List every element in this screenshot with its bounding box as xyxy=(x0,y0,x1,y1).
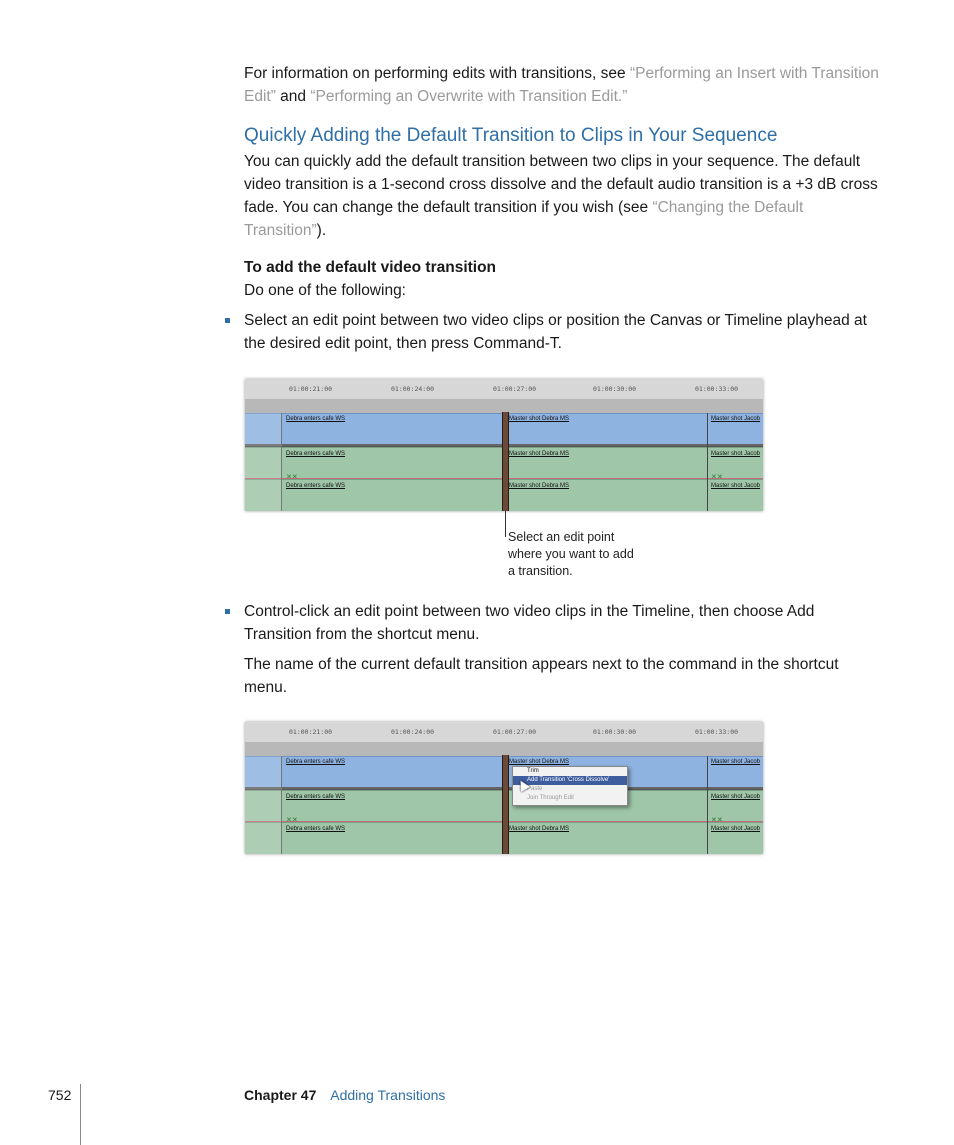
clip-label[interactable]: Master shot Debra MS xyxy=(509,826,570,832)
clip-label[interactable]: Debra enters cafe WS xyxy=(286,416,346,422)
link-changing-default-transition[interactable]: “Changing the Default Transition” xyxy=(244,199,804,239)
callout-line-1: Select an edit point xyxy=(508,530,615,544)
selected-edit-point[interactable] xyxy=(502,412,509,511)
keyframe-icon: ✕✕ xyxy=(286,817,298,824)
track-header xyxy=(245,413,282,511)
clip-label[interactable]: Debra enters cafe WS xyxy=(286,794,346,800)
keyframe-icon: ✕✕ xyxy=(711,474,723,481)
bullet-2-text: Control-click an edit point between two video clips in the Timeline, then choose Add Transition from the shortcut menu. xyxy=(244,603,815,643)
clip-label[interactable]: Master shot Jacob xyxy=(711,416,761,422)
timecode-4: 01:00:30:00 xyxy=(593,728,637,736)
timecode-3: 01:00:27:00 xyxy=(493,385,537,393)
timeline-ruler xyxy=(245,722,763,743)
section-paragraph xyxy=(244,150,884,242)
timecode-2: 01:00:24:00 xyxy=(391,728,435,736)
chapter-title: Adding Transitions xyxy=(330,1087,446,1103)
clip-label[interactable]: Master shot Jacob xyxy=(711,759,761,765)
keyframe-icon: ✕✕ xyxy=(286,474,298,481)
timecode-2: 01:00:24:00 xyxy=(391,385,435,393)
timecode-1: 01:00:21:00 xyxy=(289,385,333,393)
section-paragraph-text: You can quickly add the default transition between two clips in your sequence. The default video transition is a 1-second cross dissolve and the default audio transition is a +3 dB cross fade. You can change the default transition if you wish (see xyxy=(244,153,878,216)
footer-divider xyxy=(80,1084,81,1145)
footer-chapter xyxy=(244,1087,445,1103)
link-insert-with-transition[interactable]: “Performing an Insert with Transition Edit” xyxy=(244,65,879,105)
selected-edit-point[interactable] xyxy=(502,755,509,854)
timecode-3: 01:00:27:00 xyxy=(493,728,537,736)
clip-label[interactable]: Master shot Jacob xyxy=(711,826,761,832)
menu-item-paste[interactable]: Paste xyxy=(527,786,543,792)
menu-item-trim[interactable]: Trim xyxy=(527,768,539,774)
timeline-gray-band xyxy=(245,399,763,413)
track-header xyxy=(245,756,282,854)
timeline-ruler xyxy=(245,379,763,400)
timeline-figure-1 xyxy=(245,379,763,511)
callout-line-3: a transition. xyxy=(508,564,573,578)
timecode-5: 01:00:33:00 xyxy=(695,728,739,736)
timecode-4: 01:00:30:00 xyxy=(593,385,637,393)
menu-item-add-transition[interactable]: Add Transition 'Cross Dissolve' xyxy=(513,776,627,785)
bullet-marker xyxy=(225,609,230,614)
clip-label[interactable]: Master shot Debra MS xyxy=(509,451,570,457)
note-text: The name of the current default transition appears next to the command in the shortcut menu. xyxy=(244,656,839,696)
timeline-figure-2 xyxy=(245,722,763,854)
callout-line xyxy=(505,511,506,537)
clip-label[interactable]: Master shot Debra MS xyxy=(509,416,570,422)
intro-and: and xyxy=(275,88,311,105)
timecode-5: 01:00:33:00 xyxy=(695,385,739,393)
keyframe-icon: ✕✕ xyxy=(711,817,723,824)
chapter-label: Chapter 47 xyxy=(244,1087,317,1103)
menu-item-join-through-edit[interactable]: Join Through Edit xyxy=(527,795,574,801)
timecode-1: 01:00:21:00 xyxy=(289,728,333,736)
callout-line-2: where you want to add xyxy=(508,547,634,561)
intro-text: For information on performing edits with transitions, see xyxy=(244,65,630,82)
edit-line xyxy=(707,413,708,511)
clip-label[interactable]: Master shot Jacob xyxy=(711,794,761,800)
link-overwrite-with-transition[interactable]: “Performing an Overwrite with Transition Edit.” xyxy=(310,88,628,105)
clip-label[interactable]: Master shot Debra MS xyxy=(509,483,570,489)
intro-paragraph xyxy=(244,62,884,108)
section-title: Quickly Adding the Default Transition to Clips in Your Sequence xyxy=(244,125,778,146)
section-paragraph-end: ). xyxy=(316,222,327,239)
clip-label[interactable]: Master shot Debra MS xyxy=(509,759,570,765)
page-number: 752 xyxy=(48,1087,72,1103)
callout-text xyxy=(508,529,634,580)
clip-label[interactable]: Debra enters cafe WS xyxy=(286,451,346,457)
bullet-marker xyxy=(225,318,230,323)
edit-line xyxy=(707,756,708,854)
procedure-lead: Do one of the following: xyxy=(244,282,406,299)
procedure-heading: To add the default video transition xyxy=(244,259,497,276)
clip-label[interactable]: Debra enters cafe WS xyxy=(286,483,346,489)
clip-label[interactable]: Master shot Jacob xyxy=(711,451,761,457)
clip-label[interactable]: Debra enters cafe WS xyxy=(286,759,346,765)
timeline-gray-band xyxy=(245,742,763,756)
clip-label[interactable]: Master shot Jacob xyxy=(711,483,761,489)
clip-label[interactable]: Debra enters cafe WS xyxy=(286,826,346,832)
bullet-1-text: Select an edit point between two video clips or position the Canvas or Timeline playhead at the desired edit point, then press Command-T. xyxy=(244,312,867,352)
